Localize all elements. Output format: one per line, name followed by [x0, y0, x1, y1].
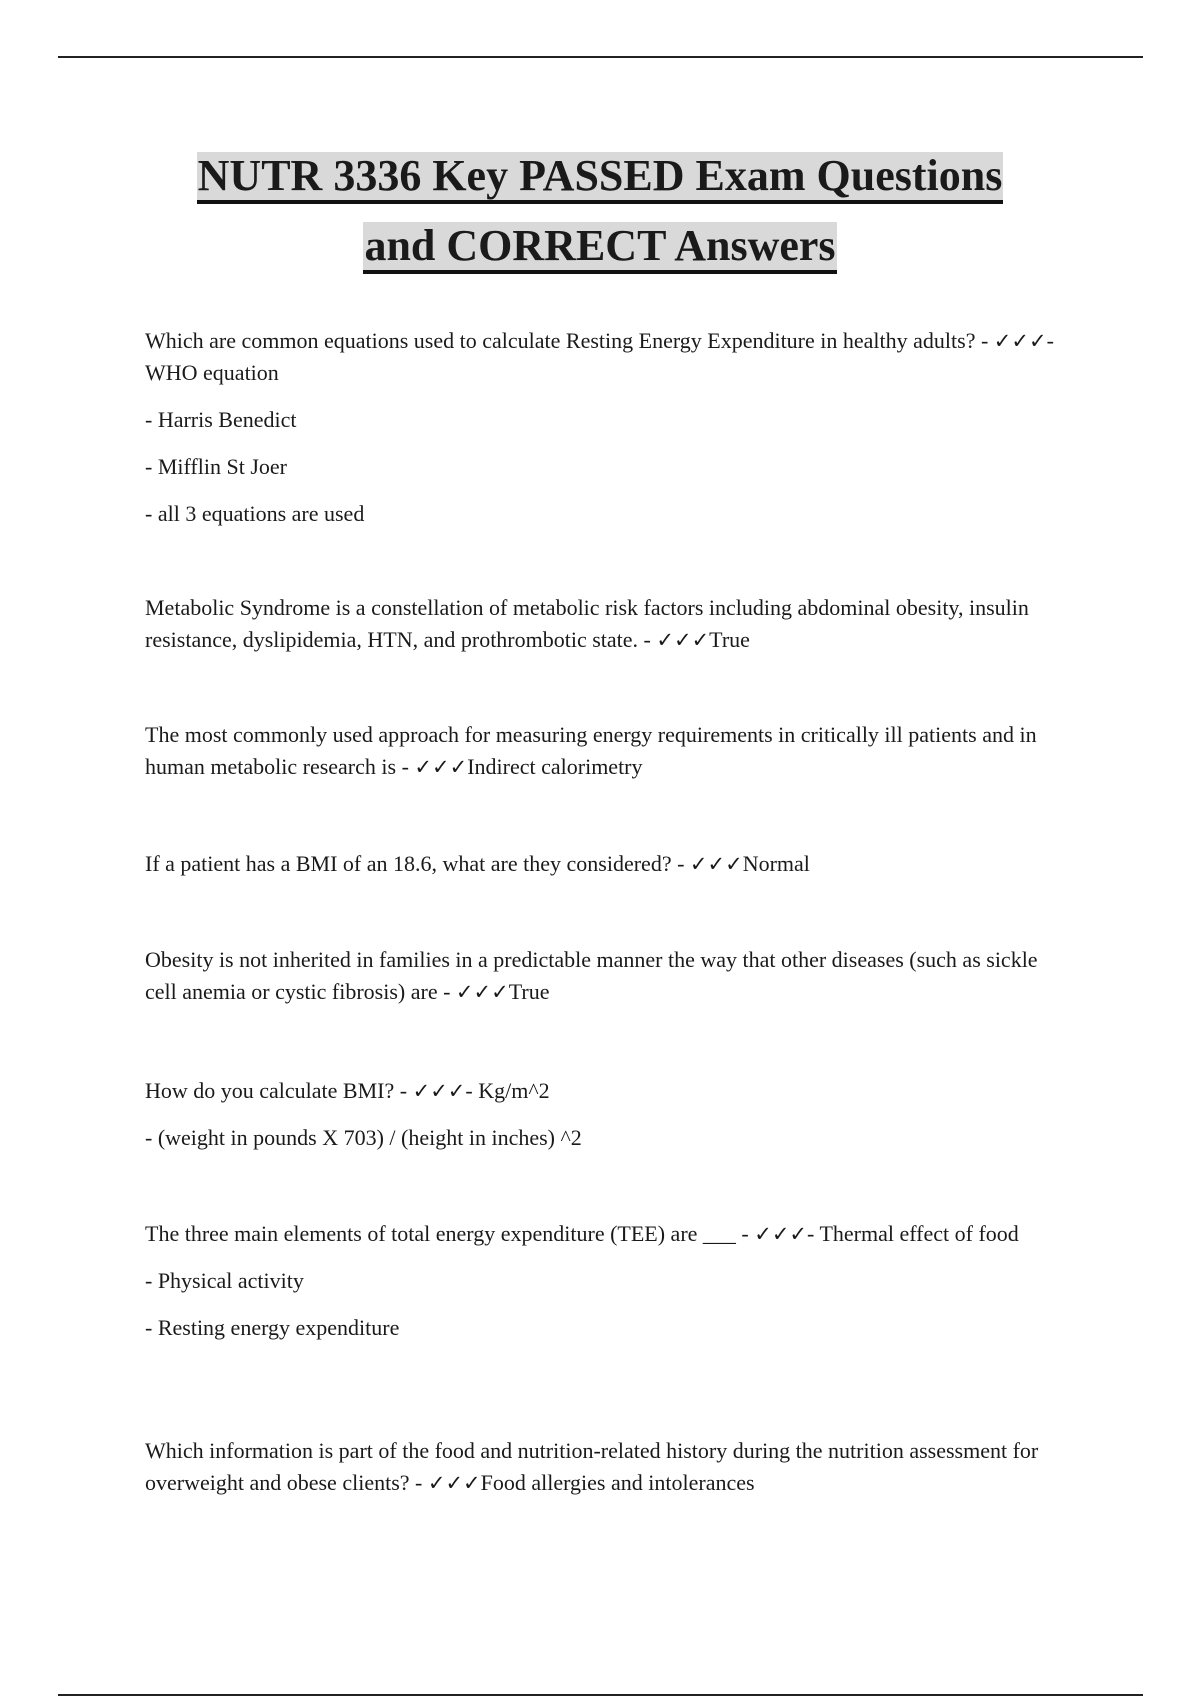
bottom-rule: [58, 1694, 1143, 1696]
qa-question: The three main elements of total energy expenditure (TEE) are ___ - ✓✓✓- Thermal effect of food: [145, 1221, 1019, 1246]
qa-answer-line: - all 3 equations are used: [145, 501, 365, 526]
check-mark-icon: ✓✓✓: [414, 755, 468, 779]
qa-question: Metabolic Syndrome is a constellation of metabolic risk factors including abdominal obesity, insulin resistance, dyslipidemia, HTN, and prothrombotic state. - ✓✓✓True: [145, 595, 1029, 652]
qa-answer: True: [508, 979, 550, 1004]
check-mark-icon: ✓✓✓: [754, 1222, 808, 1246]
qa-answer-line: - Resting energy expenditure: [145, 1315, 400, 1340]
qa-answer: True: [709, 627, 750, 652]
qa-question: If a patient has a BMI of an 18.6, what are they considered? - ✓✓✓Normal: [145, 851, 810, 876]
title-line-2: and CORRECT Answers: [363, 222, 836, 274]
qa-answer-line: - Mifflin St Joer: [145, 454, 287, 479]
qa-answer: Food allergies and intolerances: [480, 1470, 755, 1495]
qa-item-8: [145, 1435, 1055, 1499]
check-mark-icon: ✓✓✓: [993, 329, 1047, 353]
document-title: [100, 146, 1100, 286]
qa-answer: - Thermal effect of food: [807, 1221, 1019, 1246]
qa-item-3: [145, 719, 1055, 783]
qa-item-7: [145, 1218, 1055, 1344]
qa-item-5: [145, 944, 1055, 1008]
qa-answer-line: - Harris Benedict: [145, 407, 297, 432]
check-mark-icon: ✓✓✓: [656, 628, 710, 652]
qa-answer: - WHO equation: [145, 328, 1054, 385]
qa-question: The most commonly used approach for measuring energy requirements in critically ill patients and in human metabolic research is - ✓✓✓Indirect calorimetry: [145, 722, 1037, 779]
qa-question: Which information is part of the food and nutrition-related history during the nutrition assessment for overweight and obese clients? - ✓✓✓Food allergies and intolerances: [145, 1438, 1039, 1495]
check-mark-icon: ✓✓✓: [427, 1471, 481, 1495]
qa-item-1: [145, 325, 1055, 530]
qa-question: Obesity is not inherited in families in a predictable manner the way that other diseases (such as sickle cell anemia or cystic fibrosis) are - ✓✓✓True: [145, 947, 1038, 1004]
check-mark-icon: ✓✓✓: [455, 980, 509, 1004]
qa-answer: Normal: [742, 851, 810, 876]
check-mark-icon: ✓✓✓: [412, 1079, 466, 1103]
title-line-1: NUTR 3336 Key PASSED Exam Questions: [197, 152, 1004, 204]
qa-item-4: [145, 848, 1055, 880]
qa-answer: Indirect calorimetry: [467, 754, 643, 779]
top-rule: [58, 56, 1143, 58]
check-mark-icon: ✓✓✓: [689, 852, 743, 876]
qa-answer-line: - (weight in pounds X 703) / (height in inches) ^2: [145, 1125, 582, 1150]
qa-question: How do you calculate BMI? - ✓✓✓- Kg/m^2: [145, 1078, 550, 1103]
qa-item-2: [145, 592, 1055, 656]
qa-question: Which are common equations used to calculate Resting Energy Expenditure in healthy adults? - ✓✓✓- WHO equation: [145, 328, 1054, 385]
qa-item-6: [145, 1075, 1055, 1154]
qa-answer-line: - Physical activity: [145, 1268, 304, 1293]
qa-answer: - Kg/m^2: [465, 1078, 550, 1103]
